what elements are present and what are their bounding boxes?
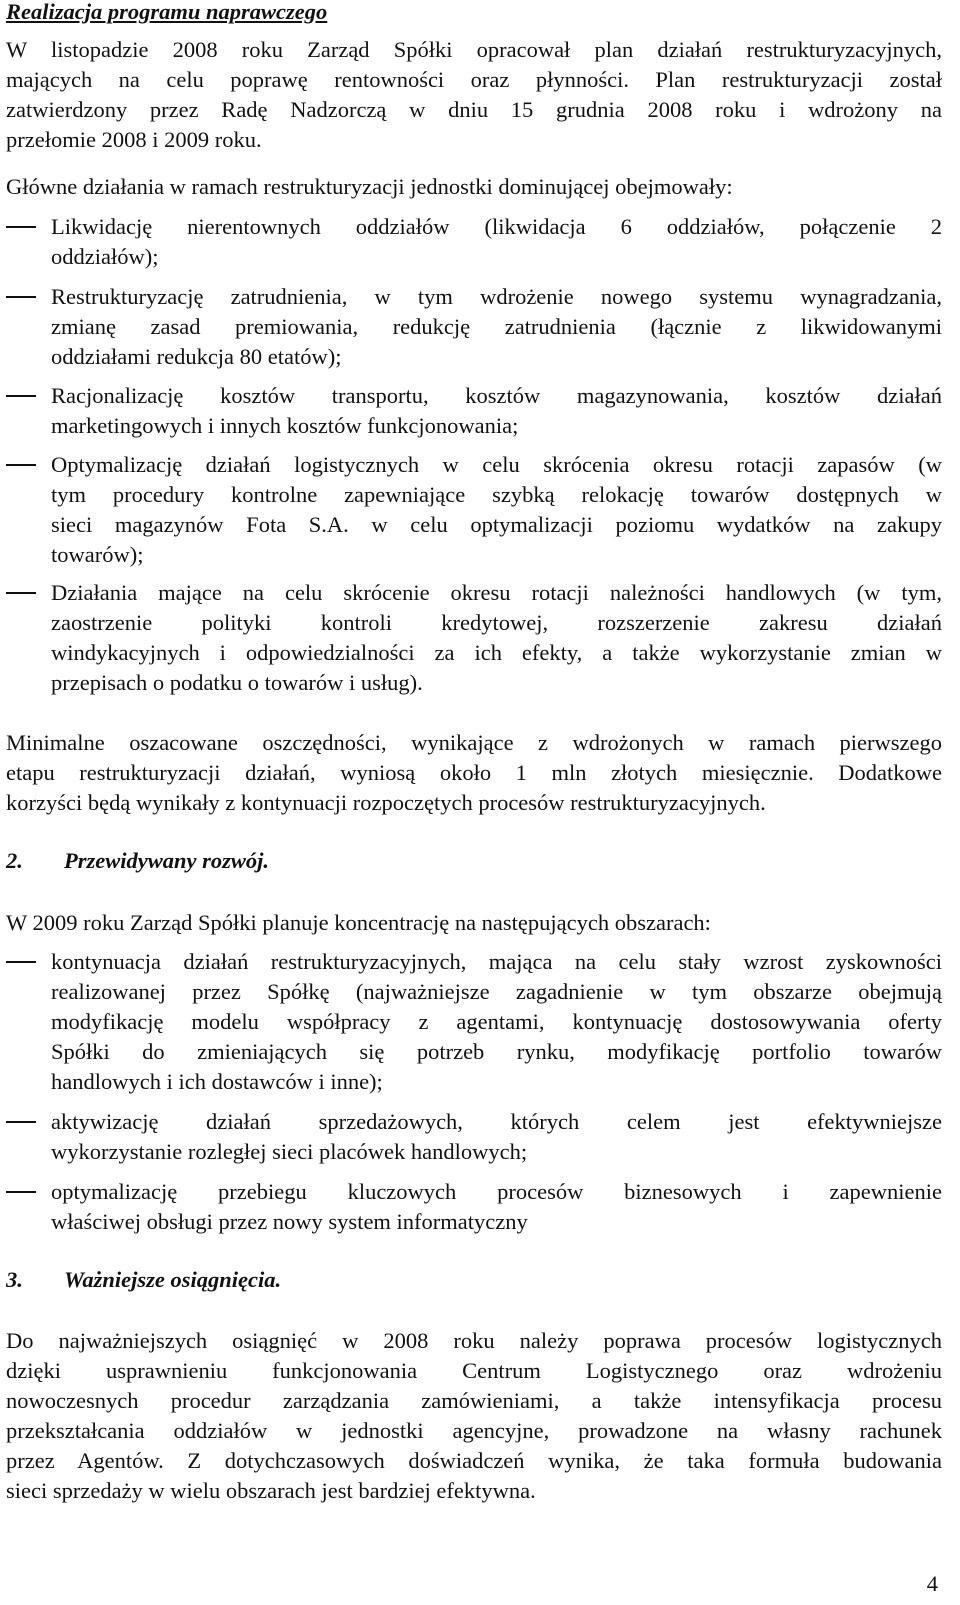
text-line: sieci magazynów Fota S.A. w celu optymalizacji poziomu wydatków na zakupy xyxy=(51,512,942,537)
paragraph-glowne-dzialania xyxy=(6,172,942,202)
text-line: przełomie 2008 i 2009 roku. xyxy=(6,127,262,152)
text-line: przekształcania oddziałów w jednostki agencyjne, prowadzone na własny rachunek xyxy=(6,1418,942,1443)
section-number: 2. xyxy=(6,848,23,873)
text-line: marketingowych i innych kosztów funkcjonowania; xyxy=(51,413,519,438)
text-line: Działania mające na celu skrócenie okresu rotacji należności handlowych (w tym, xyxy=(51,580,942,605)
text-line: W 2009 roku Zarząd Spółki planuje koncentrację na następujących obszarach: xyxy=(6,910,711,935)
text-line: zatwierdzony przez Radę Nadzorczą w dniu 15 grudnia 2008 roku i wdrożony na xyxy=(6,97,942,122)
text-line: tym procedury kontrolne zapewniające szybką relokację towarów dostępnych w xyxy=(51,482,942,507)
dash-bullet-icon xyxy=(6,226,36,228)
page-number: 4 xyxy=(926,1571,938,1596)
dash-bullet-icon xyxy=(6,961,36,963)
text-line: aktywizację działań sprzedażowych, których celem jest efektywniejsze xyxy=(51,1109,942,1134)
text-line: Racjonalizację kosztów transportu, kosztów magazynowania, kosztów działań xyxy=(51,383,942,408)
text-line: Likwidację nierentownych oddziałów (likwidacja 6 oddziałów, połączenie 2 xyxy=(51,214,942,239)
text-line: zaostrzenie polityki kontroli kredytowej, rozszerzenie zakresu działań xyxy=(51,610,942,635)
section-title: Przewidywany rozwój. xyxy=(64,848,270,873)
text-line: przepisach o podatku o towarów i usług). xyxy=(51,670,423,695)
text-line: handlowych i ich dostawców i inne); xyxy=(51,1069,383,1094)
text-line: optymalizację przebiegu kluczowych procesów biznesowych i zapewnienie xyxy=(51,1179,942,1204)
text-line: Do najważniejszych osiągnięć w 2008 roku należy poprawa procesów logistycznych xyxy=(6,1328,942,1353)
paragraph-oszczednosci xyxy=(6,728,942,818)
text-line: Spółki do zmieniających się potrzeb rynku, modyfikację portfolio towarów xyxy=(51,1039,942,1064)
text-line: wykorzystanie rozległej sieci placówek handlowych; xyxy=(51,1139,528,1164)
text-line: W listopadzie 2008 roku Zarząd Spółki opracował plan działań restrukturyzacyjnych, xyxy=(6,37,942,62)
text-line: sieci sprzedaży w wielu obszarach jest bardziej efektywna. xyxy=(6,1478,536,1503)
text-line: Główne działania w ramach restrukturyzacji jednostki dominującej obejmowały: xyxy=(6,174,733,199)
text-line: korzyści będą wynikały z kontynuacji rozpoczętych procesów restrukturyzacyjnych. xyxy=(6,790,766,815)
dash-bullet-icon xyxy=(6,296,36,298)
paragraph-2009-plan xyxy=(6,908,942,938)
dash-bullet-icon xyxy=(6,592,36,594)
text-line: nowoczesnych procedur zarządzania zamówieniami, a także intensyfikacja procesu xyxy=(6,1388,942,1413)
paragraph-plan xyxy=(6,35,942,155)
text-line: mających na celu poprawę rentowności oraz płynności. Plan restrukturyzacji został xyxy=(6,67,942,92)
text-line: towarów); xyxy=(51,542,144,567)
dash-bullet-icon xyxy=(6,1121,36,1123)
section-number: 3. xyxy=(6,1267,23,1292)
dash-bullet-icon xyxy=(6,1191,36,1193)
text-line: modyfikację modelu współpracy z agentami, kontynuację dostosowywania oferty xyxy=(51,1009,942,1034)
text-line: windykacyjnych i odpowiedzialności za ich efekty, a także wykorzystanie zmian w xyxy=(51,640,942,665)
section-heading-realizacja: Realizacja programu naprawczego xyxy=(6,0,328,24)
text-line: kontynuacja działań restrukturyzacyjnych, mająca na celu stały wzrost zyskowności xyxy=(51,949,942,974)
section-heading-wazniejsze-osiagniecia xyxy=(6,1265,281,1295)
text-line: przez Agentów. Z dotychczasowych doświadczeń wynika, że taka formuła budowania xyxy=(6,1448,942,1473)
section-heading-przewidywany-rozwoj xyxy=(6,846,269,876)
paragraph-osiagniecia xyxy=(6,1326,942,1506)
text-line: zmianę zasad premiowania, redukcję zatrudnienia (łącznie z likwidowanymi xyxy=(51,314,942,339)
text-line: dzięki usprawnieniu funkcjonowania Centrum Logistycznego oraz wdrożeniu xyxy=(6,1358,942,1383)
dash-bullet-icon xyxy=(6,464,36,466)
dash-bullet-icon xyxy=(6,395,36,397)
text-line: Restrukturyzację zatrudnienia, w tym wdrożenie nowego systemu wynagradzania, xyxy=(51,284,942,309)
text-line: etapu restrukturyzacji działań, wyniosą około 1 mln złotych miesięcznie. Dodatkowe xyxy=(6,760,942,785)
section-title: Ważniejsze osiągnięcia. xyxy=(64,1267,282,1292)
text-line: realizowanej przez Spółkę (najważniejsze zagadnienie w tym obszarze obejmują xyxy=(51,979,942,1004)
text-line: Minimalne oszacowane oszczędności, wynikające z wdrożonych w ramach pierwszego xyxy=(6,730,942,755)
text-line: Optymalizację działań logistycznych w celu skrócenia okresu rotacji zapasów (w xyxy=(51,452,942,477)
text-line: oddziałami redukcja 80 etatów); xyxy=(51,344,342,369)
text-line: oddziałów); xyxy=(51,244,159,269)
text-line: właściwej obsługi przez nowy system informatyczny xyxy=(51,1209,528,1234)
